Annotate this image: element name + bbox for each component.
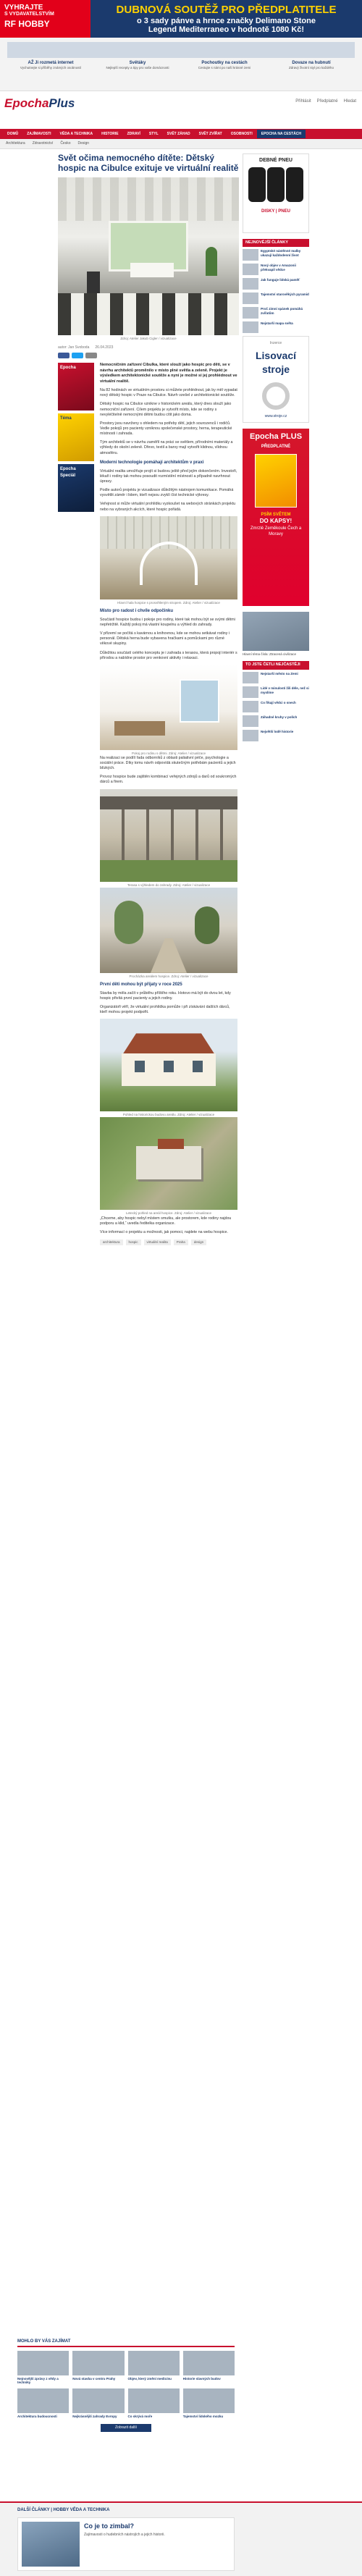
footer-article-text — [84, 2522, 165, 2567]
sidebar-article[interactable] — [243, 278, 309, 290]
subnav-item[interactable]: Design — [77, 141, 90, 146]
tyre-image — [286, 167, 303, 202]
article-text — [100, 363, 237, 1245]
hero-chair — [87, 272, 100, 293]
machinery-ad[interactable] — [243, 336, 309, 423]
article-tags — [100, 1239, 237, 1245]
tyres-ad-subtitle: DISKY | PNEU — [261, 209, 290, 214]
sidebar-article[interactable] — [243, 321, 309, 333]
tyres-ad-images — [246, 164, 306, 208]
photo-window — [180, 679, 219, 723]
cross-promo-image — [268, 42, 355, 58]
sidebar-thumb — [243, 278, 258, 290]
nav-item-zdravi[interactable]: ZDRAVÍ — [127, 131, 140, 136]
related-card[interactable] — [128, 2388, 180, 2418]
magazine-cover[interactable] — [58, 413, 94, 461]
article-headline: Svět očima nemocného dítěte: Dětský hospic na Cibulce exituje ve virtuální realitě — [58, 153, 239, 173]
article-photo[interactable] — [100, 665, 237, 750]
sidebar-article-title: Co říkají vědci o snech — [261, 700, 296, 704]
related-more-button[interactable]: Zobrazit další — [101, 2424, 151, 2432]
article-paragraph: Více informací o projektu a možnosti, jak pomoci, najdete na webu hospice. — [100, 1229, 228, 1234]
article-paragraph: Organizátoři věří, že virtuální prohlídka pomůže i při získávání dalších dárců, kteří mohou projekt podpořit. — [100, 1005, 230, 1015]
topbar-links — [295, 98, 356, 104]
photo-sofa — [114, 721, 165, 736]
cross-promo-text: Zdravý životní styl pro každého — [288, 66, 334, 70]
sidebar-article-title: Lidé v minulosti žili déle, než si myslíme — [261, 686, 309, 694]
related-title: Architektura budoucnosti — [17, 2414, 57, 2418]
cross-promo-image — [181, 42, 268, 58]
photo-window — [164, 1061, 174, 1072]
sidebar-top-article[interactable] — [243, 686, 309, 698]
sidebar-thumb — [243, 715, 258, 727]
hero-bed — [130, 263, 174, 277]
sidebar-thumb — [243, 730, 258, 741]
subnav-item[interactable]: Zdravotnictví — [32, 141, 54, 146]
photo-building-roof — [158, 1139, 184, 1149]
promo-banner-left — [0, 0, 90, 38]
nav-item-zajimavosti[interactable]: ZAJÍMAVOSTI — [27, 131, 51, 136]
article-photo[interactable] — [100, 789, 237, 882]
photo-caption: Terasa s výhledem do zahrady. Zdroj: Atelier / vizualizace — [127, 883, 211, 887]
sidebar-feature[interactable] — [243, 612, 309, 657]
article — [58, 153, 239, 1245]
related-title: Nejkrásnější zahrady Evropy — [72, 2414, 117, 2418]
tyre-image — [248, 167, 266, 202]
sidebar-article-title: Nový objev v Amazonii překvapil vědce — [261, 264, 296, 272]
hero-plant — [206, 247, 217, 276]
article-paragraph: V přízemí se počítá s kavárnou a knihovnou, kde se mohou setkávat rodiny i personál. Dětská herna bude vybavena hračkami a pomůckami pro různé věkové skupiny. — [100, 631, 230, 647]
email-share-button[interactable] — [85, 353, 97, 358]
promo-headline: DUBNOVÁ SOUTĚŽ PRO PŘEDPLATITELE — [116, 4, 337, 16]
magazine-ad-brand: Epocha PLUS — [249, 432, 303, 442]
footer-article-summary: Zajímavosti o hudebních nástrojích a jejich historii. — [84, 2533, 165, 2538]
related-card[interactable] — [72, 2388, 124, 2418]
photo-tree — [195, 906, 219, 944]
photo-window — [135, 1061, 145, 1072]
tag-link[interactable]: design — [191, 1239, 206, 1245]
photo-path — [151, 938, 187, 973]
related-title: Co skrývá moře — [127, 2414, 153, 2418]
article-photo[interactable] — [100, 516, 237, 599]
magazine-title: Téma — [60, 416, 72, 421]
related-card[interactable] — [183, 2351, 235, 2385]
gear-icon — [262, 382, 290, 410]
promo-title: VYHRAJTE — [4, 4, 43, 12]
twitter-share-button[interactable] — [72, 353, 83, 358]
article-paragraph: Důležitou součástí celého konceptu je i zahrada s terasou, která propojí interiér s přírodou a nabídne prostor pro venkovní aktivity i relaxaci. — [100, 650, 237, 660]
tyre-image — [267, 167, 285, 202]
related-title: Nejnovější zprávy z vědy a techniky — [17, 2377, 59, 2385]
sidebar-thumb — [243, 292, 258, 304]
nav-item-styl[interactable]: STYL — [148, 131, 159, 136]
sidebar-heading-top: TO JSTE ČETLI NEJČASTĚJI — [243, 661, 309, 669]
hero-caption: Zdroj: Atelier Jakub Cigler / vizualizace — [120, 336, 177, 340]
photo-tree — [114, 901, 143, 944]
related-title: Historie slavných budov — [182, 2377, 221, 2381]
site-logo[interactable] — [4, 96, 75, 112]
subnav-item[interactable]: Architektura — [6, 141, 25, 146]
nav-item-historie[interactable]: HISTORIE — [101, 131, 119, 136]
related-image — [128, 2351, 180, 2375]
article-date: 26.04.2023 — [95, 345, 114, 350]
nav-item-veda[interactable]: VĚDA A TECHNIKA — [59, 131, 93, 136]
cross-promo-title: Světáky — [129, 61, 146, 65]
promo-banner-right — [90, 0, 362, 38]
cross-promo-text: Nejlepší recepty a tipy pro vaše domácnosti — [106, 66, 169, 70]
related-image — [72, 2388, 124, 2413]
promo-subtitle: S VYDAVATELSTVÍM — [4, 12, 54, 17]
hero-ceiling — [58, 177, 239, 221]
main-nav — [0, 129, 362, 139]
sidebar-article-title: Nejstarší mapa světa — [261, 321, 293, 326]
promo-banner[interactable] — [0, 0, 362, 38]
cross-promo-item[interactable] — [181, 42, 268, 86]
hero-image[interactable] — [58, 177, 239, 335]
magazine-ad-headline2: DO KAPSY! — [259, 518, 292, 525]
photo-caption: Letecký pohled na areál hospice. Zdroj: Atelier / vizualizace — [125, 1211, 212, 1216]
cross-promo-item[interactable] — [7, 42, 94, 86]
cross-promo-item[interactable] — [94, 42, 181, 86]
promo-text-line1: o 3 sady pánve a hrnce značky Delimano Stone — [137, 16, 316, 25]
article-subheading: Moderní technologie pomáhají architektům v praxi — [100, 460, 204, 465]
article-paragraph: Prostory jsou navrženy s ohledem na potřeby dětí, jejich sourozenců i rodičů. Vedle pokojů pro pacienty vzniknou společenské prostory, herna, terapeutické místnosti i zahrada. — [100, 421, 232, 437]
related-image — [72, 2351, 124, 2375]
article-author: autor: Jan Svoboda — [58, 345, 90, 350]
article-photo[interactable] — [100, 1117, 237, 1210]
sidebar-thumb — [243, 249, 258, 261]
article-paragraph: Na realizaci se podílí řada odborníků z oblasti paliativní péče, psychologie a sociální práce. Díky tomu návrh odpovídá skutečným potřebám pacientů a jejich blízkých. — [100, 755, 236, 771]
article-photo[interactable] — [100, 1019, 237, 1111]
hero-floor — [58, 293, 239, 335]
sidebar-article-title: Největší lodě historie — [261, 729, 294, 733]
tag-link[interactable]: hospic — [126, 1239, 141, 1245]
sub-nav — [0, 139, 362, 149]
sidebar-article-title: Proč zimní spánek pomáhá zvířatům — [261, 307, 303, 316]
related-title: Objev, který změní medicínu — [127, 2377, 172, 2381]
related-articles — [17, 2339, 235, 2432]
related-card[interactable] — [17, 2388, 69, 2418]
ad-label: Inzerce — [269, 341, 282, 346]
related-title: Nová stavba v centru Prahy — [72, 2377, 116, 2381]
photo-caption: Hlavní hala hospice s prosvětleným stropem. Zdroj: Atelier / vizualizace — [117, 600, 220, 605]
sidebar-top-article[interactable] — [243, 672, 309, 683]
article-perex: Nemocničním zařízení Cibulka, které slouží jako hospic pro děti, se v návrhu architektů proměnilo v místo plné světla a zeleně. Projekt je výsledkem architektonické soutěže a nyní je možné si jej prohlédnout ve virtuální realitě. — [100, 363, 237, 384]
article-paragraph: Veřejnost si může virtuální prohlídku vyzkoušet na webových stránkách projektu nebo na vybraných akcích, které hospic pořádá. — [100, 502, 236, 512]
article-body — [58, 363, 239, 1245]
photo-caption: Pokoj pro rodinu s dětmi. Zdroj: Atelier / vizualizace — [131, 751, 206, 755]
sidebar-thumb — [243, 672, 258, 683]
related-card[interactable] — [72, 2351, 124, 2385]
tyres-ad-title: DEBNÉ PNEU — [259, 158, 292, 163]
sidebar-article[interactable] — [243, 264, 309, 275]
sidebar-article-title: Egyptské nástěnné malby ukazují každodenní život — [261, 249, 301, 258]
related-card[interactable] — [128, 2351, 180, 2385]
cross-promo-title: Dovaze na hubnutí — [292, 61, 331, 65]
search-link[interactable]: Hledat — [343, 99, 356, 104]
footer-article-title: Co je to zimbal? — [84, 2522, 135, 2530]
photo-building — [136, 1146, 201, 1179]
footer-more-articles — [0, 2501, 362, 2576]
article-paragraph: Tým architektů se v návrhu zaměřil na práci se světlem, přírodními materiály a výhledy do okolní zeleně. Dřevo, textil a barvy mají vytvořit klidnou, vlídnou atmosféru. — [100, 440, 233, 455]
related-title: Tajemství lidského mozku — [182, 2414, 224, 2418]
site-header — [0, 91, 362, 129]
photo-caption: Pohled na historickou budovu areálu. Zdroj: Atelier / vizualizace — [122, 1113, 215, 1117]
sidebar-top-article[interactable] — [243, 715, 309, 727]
related-image — [17, 2388, 69, 2413]
related-image — [128, 2388, 180, 2413]
cross-promo-title: Pochoutky na cestách — [201, 61, 248, 65]
tag-link[interactable]: Praha — [174, 1239, 188, 1245]
article-paragraph: Provoz hospice bude zajištěn kombinací veřejných zdrojů a darů od soukromých dárců a firem. — [100, 775, 237, 785]
sidebar-thumb — [243, 264, 258, 275]
sidebar — [243, 153, 309, 744]
magazine-ad-label: PŘEDPLATNÉ — [261, 445, 291, 450]
related-image — [183, 2351, 235, 2375]
machinery-ad-title: Lisovací stroje — [255, 350, 297, 376]
sidebar-article[interactable] — [243, 249, 309, 261]
related-image — [17, 2351, 69, 2375]
article-paragraph: Na 82 hodinách ve virtuálním prostoru si můžete prohlédnout, jak by měl vypadat nový dětský hospic v Praze na Cibulce. Návrh vzešel z architektonické soutěže. — [100, 388, 237, 398]
photo-window — [193, 1061, 203, 1072]
cross-promo-image — [94, 42, 181, 58]
machinery-ad-url: www.stroje.cz — [264, 413, 287, 418]
sidebar-heading-popular: NEJNOVĚJŠÍ ČLÁNKY — [243, 239, 309, 247]
photo-columns — [100, 809, 237, 860]
magazine-ad-text: Zmrzlé Zeměkoule Čech a Moravy — [250, 526, 302, 537]
sidebar-feature-image — [243, 612, 309, 651]
nav-item-home[interactable]: DOMŮ — [7, 131, 19, 136]
cross-promo-strip — [0, 38, 362, 91]
article-paragraph: Součástí hospice budou i pokoje pro rodiny, které tak mohou být se svými dětmi nepřetržitě. Každý pokoj má vlastní koupelnu a výhled do zahrady. — [100, 617, 235, 628]
magazine-ad-cover — [255, 454, 297, 508]
magazine-cover[interactable] — [58, 363, 94, 411]
magazine-column — [58, 363, 96, 1245]
magazine-title: Epocha — [60, 366, 76, 371]
sidebar-thumb — [243, 686, 258, 698]
magazine-ad-headline: PSÍM SVĚTEM — [261, 513, 291, 518]
sidebar-article-title: Záhadné kruhy v polích — [261, 715, 298, 719]
facebook-share-button[interactable] — [58, 353, 70, 358]
related-image — [183, 2388, 235, 2413]
nav-item-highlight[interactable]: EPOCHA NA CESTÁCH — [257, 130, 306, 139]
sidebar-article-title: Jak funguje lidská paměť — [261, 278, 300, 282]
nav-item-zahady[interactable]: SVĚT ZÁHAD — [167, 131, 190, 136]
nav-item-osobnosti[interactable]: OSOBNOSTI — [230, 131, 253, 136]
related-heading: MOHLO BY VÁS ZAJÍMAT — [17, 2339, 235, 2347]
sidebar-article[interactable] — [243, 292, 309, 304]
article-paragraph: Dětský hospic na Cibulce vznikne v historickém areálu, který dnes slouží jako nemocniční zařízení. Cílem projektu je vytvořit místo, kde se rodiny s nevyléčitelně nemocnými dětmi budou cítit jako doma. — [100, 402, 232, 417]
cross-promo-title: AŽ Ji rozmetá internet — [28, 61, 74, 65]
login-link[interactable]: Přihlásit — [295, 99, 311, 104]
article-meta — [58, 345, 239, 350]
promo-brand: RF HOBBY — [4, 18, 50, 29]
cross-promo-text: Cestujte s námi po naší krásné zemi — [198, 66, 251, 70]
photo-grass — [100, 860, 237, 882]
nav-item-zvirata[interactable]: SVĚT ZVÍŘAT — [198, 131, 222, 136]
article-paragraph: „Chceme, aby hospic nebyl místem smutku, ale prostorem, kde rodiny najdou podporu a klid,“ uvedla ředitelka organizace. — [100, 1216, 232, 1226]
article-subheading: Místo pro radost i chvíle odpočinku — [100, 608, 174, 613]
footer-article-card[interactable] — [17, 2517, 235, 2571]
article-paragraph: Stavba by měla začít v průběhu příštího roku. Hotovo má být do dvou let, kdy hospic přivítá první pacienty a jejich rodiny. — [100, 990, 231, 1001]
related-grid — [17, 2351, 235, 2418]
logo-accent: Plus — [49, 96, 75, 110]
share-buttons — [58, 353, 239, 358]
cross-promo-text: Vychutnejte si příběhy známých osobností — [20, 66, 82, 70]
related-card[interactable] — [183, 2388, 235, 2418]
article-subheading: První děti mohou být přijaty v roce 2025 — [100, 982, 182, 987]
photo-roof — [114, 1033, 223, 1053]
promo-text-line2: Legend Mediterraneo v hodnotě 1080 Kč! — [148, 25, 305, 35]
related-card[interactable] — [17, 2351, 69, 2385]
cross-promo-image — [7, 42, 94, 58]
magazine-ad[interactable] — [243, 429, 309, 606]
magazine-cover[interactable] — [58, 464, 94, 512]
photo-roof — [100, 796, 237, 809]
article-paragraph: Virtuální realita umožňuje projít si budovu ještě před jejím dokončením. Investoři, lékaři i rodiny tak mohou posoudit rozmístění místností a případně navrhnout úpravy. — [100, 468, 237, 484]
magazine-title: Epocha Speciál — [60, 467, 76, 478]
tag-link[interactable]: virtuální realita — [144, 1239, 171, 1245]
tag-link[interactable]: architektura — [100, 1239, 123, 1245]
photo-caption: Procházka areálem hospice. Zdroj: Atelier / vizualizace — [129, 974, 209, 978]
footer-heading: DALŠÍ ČLÁNKY | HOBBY VĚDA A TECHNIKA — [17, 2508, 110, 2512]
logo-main: Epocha — [4, 96, 49, 110]
sidebar-article-title: Tajemství starověkých pyramid — [261, 292, 309, 297]
article-photo[interactable] — [100, 888, 237, 973]
footer-article-image — [22, 2522, 80, 2567]
sidebar-thumb — [243, 321, 258, 333]
sidebar-feature-text: Hlavní téma čísla: Ztracená civilizace — [243, 652, 297, 657]
sidebar-article-title: Nejstarší město na Zemi — [261, 671, 298, 675]
subnav-item[interactable]: Česko — [60, 141, 71, 146]
sidebar-thumb — [243, 701, 258, 712]
subscribe-link[interactable]: Předplatné — [316, 99, 338, 104]
sidebar-top-article[interactable] — [243, 701, 309, 712]
sidebar-article[interactable] — [243, 307, 309, 319]
cross-promo-item[interactable] — [268, 42, 355, 86]
article-paragraph: Podle autorů projektu je vizualizace důležitým nástrojem komunikace. Pomáhá vysvětlit záměr i lidem, kteří nejsou zvyklí číst technické výkresy. — [100, 488, 234, 498]
sidebar-thumb — [243, 307, 258, 319]
sidebar-top-article[interactable] — [243, 730, 309, 741]
tyres-ad[interactable] — [243, 153, 309, 233]
